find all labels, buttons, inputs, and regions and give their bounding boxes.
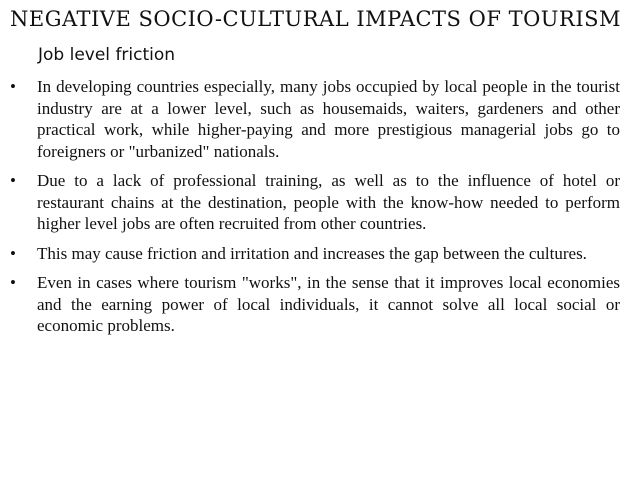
- bullet-text: Even in cases where tourism "works", in the sense that it improves local economies and the earning power of local individuals, it cannot solve all local social or economic problems.: [37, 273, 620, 335]
- bullet-text: Due to a lack of professional training, as well as to the influence of hotel or restaurant chains at the destination, people with the know-how needed to perform higher level jobs are often recruited from other countries.: [37, 171, 620, 233]
- bullet-text: In developing countries especially, many jobs occupied by local people in the tourist industry are at a lower level, such as housemaids, waiters, gardeners and other practical work, while higher-paying and more prestigious managerial jobs go to foreigners or "urbanized" nationals.: [37, 77, 620, 161]
- bullet-item-4: [0, 272, 620, 337]
- bullet-item-1: [0, 76, 620, 162]
- bullet-text: This may cause friction and irritation and increases the gap between the cultures.: [37, 243, 587, 263]
- bullet-item-2: [0, 170, 620, 235]
- bullet-item-3: [0, 243, 620, 265]
- slide-subheading: Job level friction: [38, 45, 176, 65]
- slide-title: NEGATIVE SOCIO-CULTURAL IMPACTS OF TOURISM: [10, 7, 621, 31]
- bullet-list: [0, 76, 638, 345]
- bullet-dot: •: [10, 77, 16, 96]
- bullet-dot: •: [10, 243, 16, 263]
- bullet-dot: •: [10, 273, 16, 292]
- bullet-dot: •: [10, 171, 16, 190]
